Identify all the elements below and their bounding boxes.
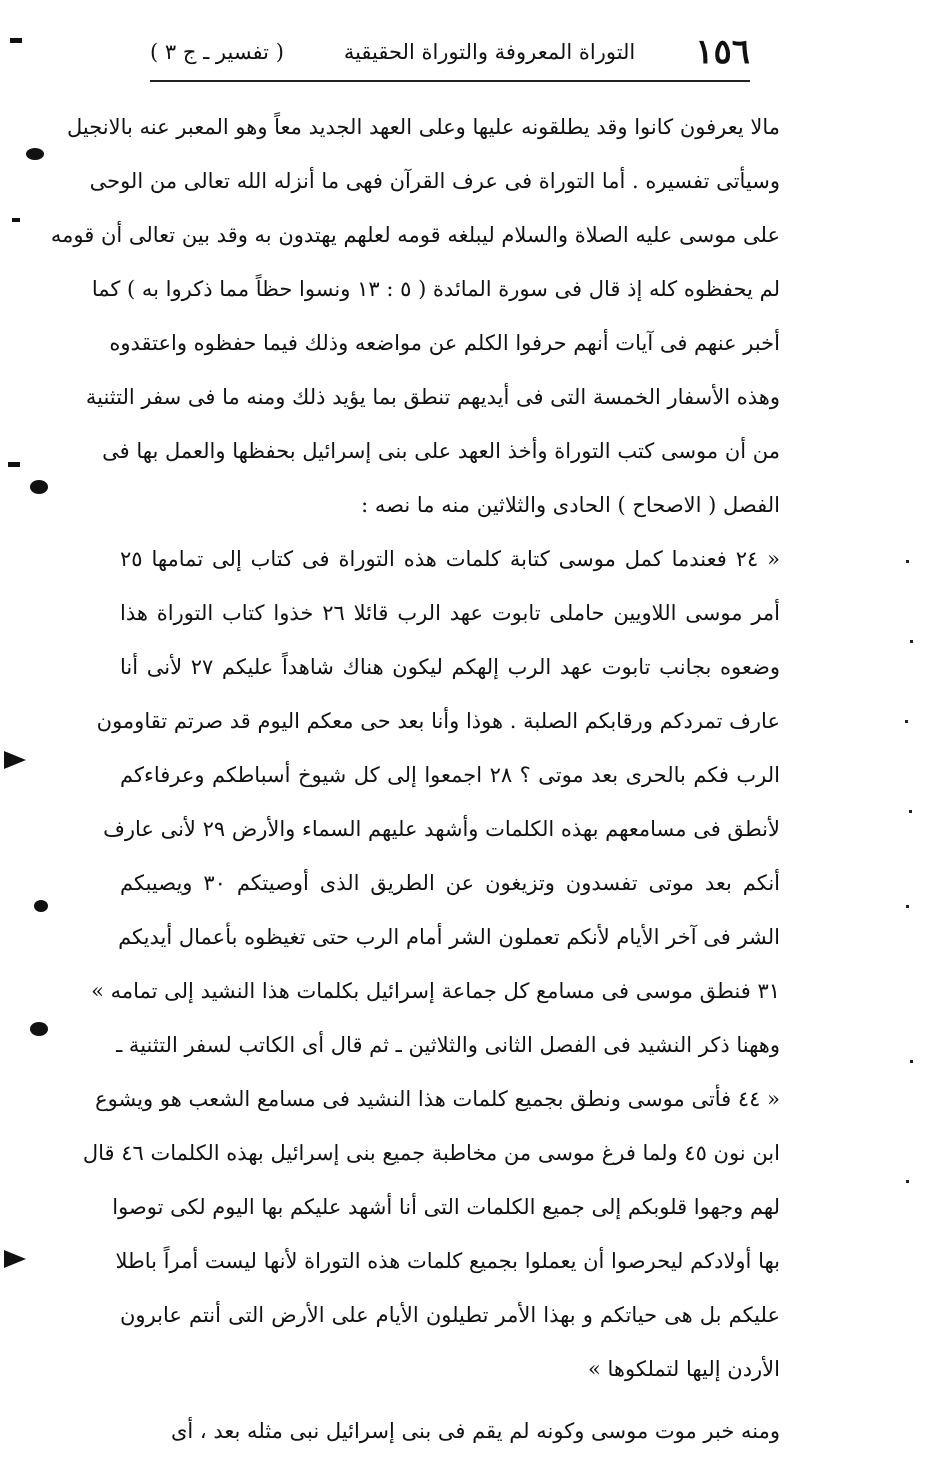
page-number: ١٥٦ bbox=[695, 32, 750, 72]
scan-speck bbox=[906, 1180, 909, 1183]
text-line: وههنا ذكر النشيد فى الفصل الثانى والثلاثين ـ ثم قال أى الكاتب لسفر التثنية ـ bbox=[116, 1033, 780, 1057]
text-line: بها أولادكم ليحرصوا أن يعملوا بجميع كلمات هذه التوراة لأنها ليست أمراً باطلا bbox=[115, 1249, 780, 1273]
scan-blot bbox=[26, 148, 44, 160]
text-line: وسيأتى تفسيره . أما التوراة فى عرف القرآن فهى ما أنزله الله تعالى من الوحى bbox=[89, 169, 780, 193]
scan-blot bbox=[34, 900, 48, 912]
text-line: وهذه الأسفار الخمسة التى فى أيديهم تنطق بما يؤيد ذلك ومنه ما فى سفر التثنية bbox=[85, 385, 780, 409]
text-line: ومنه خبر موت موسى وكونه لم يقم فى بنى إسرائيل نبى مثله بعد ، أى bbox=[170, 1419, 780, 1443]
text-line: لأنطق فى مسامعهم بهذه الكلمات وأشهد عليهم السماء والأرض ٢٩ لأنى عارف bbox=[103, 817, 780, 841]
text-line: ٣١ فنطق موسى فى مسامع كل جماعة إسرائيل بكلمات هذا النشيد إلى تمامه » bbox=[91, 979, 780, 1003]
text-line: لهم وجهوا قلوبكم إلى جميع الكلمات التى أنا أشهد عليكم بها اليوم لكى توصوا bbox=[112, 1195, 780, 1219]
text-line: الأردن إليها لتملكوها » bbox=[588, 1357, 780, 1381]
header-rule bbox=[150, 80, 750, 82]
scan-speck bbox=[906, 905, 909, 908]
scan-speck bbox=[909, 810, 912, 813]
text-line: مالا يعرفون كانوا وقد يطلقونه عليها وعلى العهد الجديد معاً وهو المعبر عنه بالانجيل bbox=[66, 115, 780, 139]
text-line: الشر فى آخر الأيام لأنكم تعملون الشر أمام الرب حتى تغيظوه بأعمال أيديكم bbox=[118, 925, 780, 949]
text-line: وضعوه بجانب تابوت عهد الرب إلهكم ليكون هناك شاهداً عليكم ٢٧ لأنى أنا bbox=[120, 655, 780, 679]
page-header bbox=[150, 30, 750, 74]
scan-mark bbox=[12, 218, 20, 222]
text-line: « ٤٤ فأتى موسى ونطق بجميع كلمات هذا النشيد فى مسامع الشعب هو ويشوع bbox=[95, 1087, 780, 1111]
scan-arrow-mark bbox=[4, 1250, 26, 1268]
text-line: الفصل ( الاصحاح ) الحادى والثلاثين منه ما نصه : bbox=[361, 493, 780, 517]
paragraph-gap bbox=[120, 1396, 780, 1404]
header-title: التوراة المعروفة والتوراة الحقيقية bbox=[343, 40, 636, 64]
text-line: عليكم بل هى حياتكم و بهذا الأمر تطيلون الأيام على الأرض التى أنتم عابرون bbox=[120, 1303, 780, 1327]
text-line: على موسى عليه الصلاة والسلام ليبلغه قومه لعلهم يهتدون به وقد بين تعالى أن قومه bbox=[50, 223, 780, 247]
text-line: أخبر عنهم فى آيات أنهم حرفوا الكلم عن مواضعه وذلك فيما حفظوه واعتقدوه bbox=[109, 331, 780, 355]
scan-blot bbox=[30, 480, 48, 494]
text-line: « ٢٤ فعندما كمل موسى كتابة كلمات هذه التوراة فى كتاب إلى تمامها ٢٥ bbox=[120, 547, 780, 571]
scan-mark bbox=[10, 38, 22, 43]
text-line: أمر موسى اللاويين حاملى تابوت عهد الرب قائلا ٢٦ خذوا كتاب التوراة هذا bbox=[120, 601, 780, 625]
scan-arrow-mark bbox=[4, 751, 26, 769]
text-line: الرب فكم بالحرى بعد موتى ؟ ٢٨ اجمعوا إلى كل شيوخ أسباطكم وعرفاءكم bbox=[120, 763, 780, 787]
text-line: عارف تمردكم ورقابكم الصلبة . هوذا وأنا بعد حى معكم اليوم قد صرتم تقاومون bbox=[96, 709, 780, 733]
text-line: ابن نون ٤٥ ولما فرغ موسى من مخاطبة جميع بنى إسرائيل بهذه الكلمات ٤٦ قال bbox=[82, 1141, 780, 1165]
scan-blot bbox=[30, 1022, 48, 1036]
body-text bbox=[50, 100, 780, 1458]
scan-speck bbox=[906, 560, 909, 563]
header-series: ( تفسير ـ ج ٣ ) bbox=[150, 40, 284, 64]
text-line: لم يحفظوه كله إذ قال فى سورة المائدة ( ٥ : ١٣ ونسوا حظاً مما ذكروا به ) كما bbox=[91, 277, 780, 301]
scan-mark bbox=[8, 462, 20, 467]
text-line: أنكم بعد موتى تفسدون وتزيغون عن الطريق الذى أوصيتكم ٣٠ ويصيبكم bbox=[120, 871, 780, 895]
scan-speck bbox=[905, 720, 908, 723]
text-line: من أن موسى كتب التوراة وأخذ العهد على بنى إسرائيل بحفظها والعمل بها فى bbox=[102, 439, 780, 463]
scan-speck bbox=[910, 1060, 913, 1063]
scan-speck bbox=[910, 640, 913, 643]
